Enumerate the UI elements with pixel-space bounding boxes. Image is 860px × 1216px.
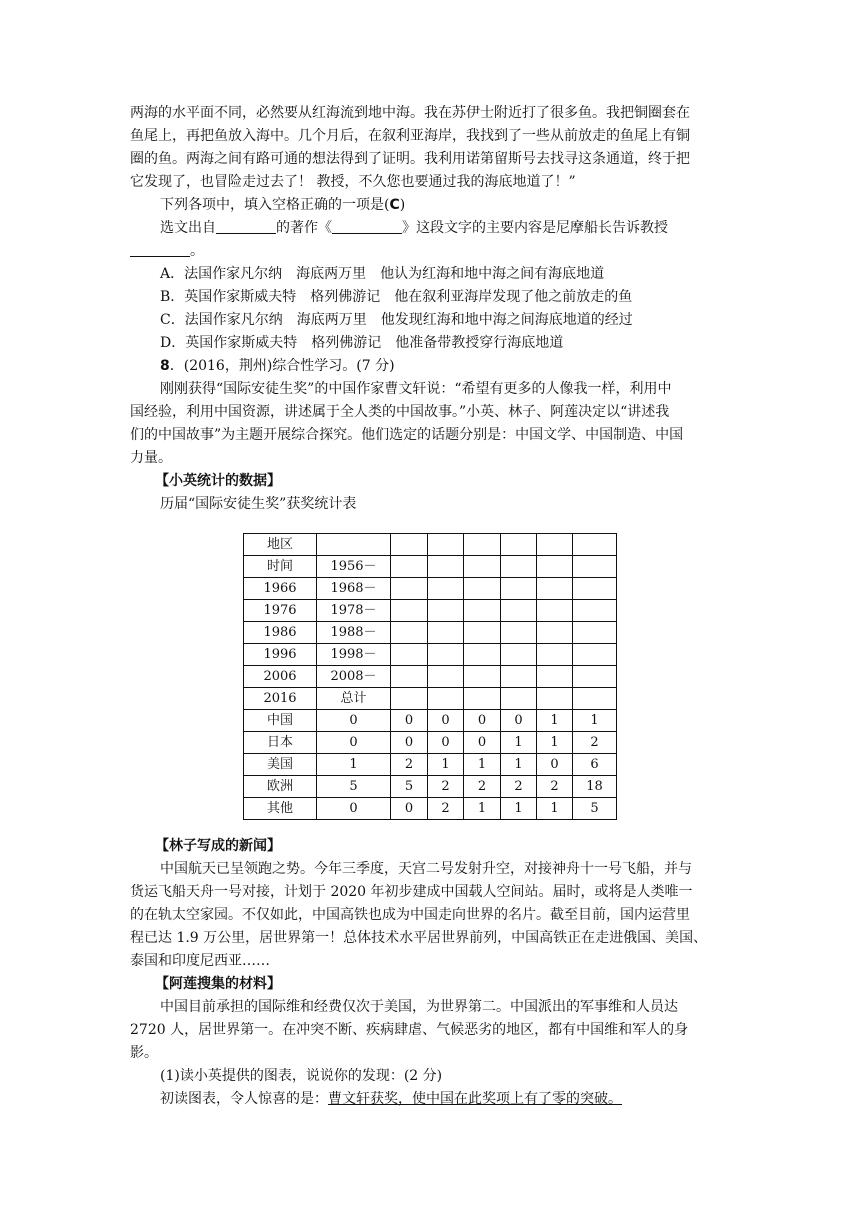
table-empty-cell xyxy=(537,578,573,600)
table-value-cell: 1 xyxy=(501,798,537,820)
table-empty-cell xyxy=(464,556,501,578)
table-row xyxy=(244,600,617,622)
table-empty-cell xyxy=(464,622,501,644)
table-empty-cell xyxy=(464,688,501,710)
table-period-cell: 2006 xyxy=(244,666,317,688)
news-line: 程已达 1.9 万公里，居世界第一！总体技术水平居世界前列，中国高铁正在走进俄国、美国、 xyxy=(130,930,708,946)
q7-answer: C xyxy=(389,197,400,213)
table-value-cell: 1 xyxy=(428,754,464,776)
table-row xyxy=(244,666,617,688)
q7-option-a: A．法国作家凡尔纳 海底两万里 他认为红海和地中海之间有海底地道 xyxy=(160,266,605,282)
table-empty-cell xyxy=(501,600,537,622)
table-row xyxy=(244,798,617,820)
table-value-cell: 0 xyxy=(428,732,464,754)
q7-stem: 下列各项中，填入空格正确的一项是(C) xyxy=(160,197,406,213)
table-row xyxy=(244,644,617,666)
table-value-cell: 1 xyxy=(464,754,501,776)
table-empty-cell xyxy=(464,534,501,556)
table-value-cell: 1 xyxy=(537,798,573,820)
table-region-cell: 欧洲 xyxy=(244,776,317,798)
passage-line: 两海的水平面不同，必然要从红海流到地中海。我在苏伊士附近打了很多鱼。我把铜圈套在 xyxy=(130,105,690,121)
table-empty-cell xyxy=(573,534,617,556)
table-value-cell: 5 xyxy=(317,776,391,798)
table-row xyxy=(244,732,617,754)
table-period-cell: 1998－ xyxy=(317,644,391,666)
table-value-cell: 18 xyxy=(573,776,617,798)
alian-section-title: 【阿莲搜集的材料】 xyxy=(155,976,281,992)
table-value-cell: 5 xyxy=(391,776,428,798)
table-value-cell: 0 xyxy=(391,710,428,732)
table-empty-cell xyxy=(573,666,617,688)
table-value-cell: 1 xyxy=(501,754,537,776)
table-empty-cell xyxy=(464,666,501,688)
blank-line xyxy=(216,219,276,234)
table-row xyxy=(244,776,617,798)
sub-question-1-answer: 初读图表，令人惊喜的是：曹文轩获奖，使中国在此奖项上有了零的突破。 xyxy=(160,1091,622,1107)
table-empty-cell xyxy=(428,644,464,666)
table-period-cell: 1996 xyxy=(244,644,317,666)
table-period-cell: 1968－ xyxy=(317,578,391,600)
table-caption: 历届“国际安徒生奖”获奖统计表 xyxy=(160,496,357,512)
passage-line: 它发现了，也冒险走过去了！ 教授，不久您也要通过我的海底地道了！” xyxy=(130,174,576,190)
table-period-cell: 2008－ xyxy=(317,666,391,688)
table-period-cell: 1956－ xyxy=(317,556,391,578)
table-header-cell: 地区 xyxy=(244,534,317,556)
table-row xyxy=(244,710,617,732)
material-line: 中国目前承担的国际维和经费仅次于美国，为世界第二。中国派出的军事维和人员达 xyxy=(160,999,678,1015)
table-value-cell: 0 xyxy=(537,754,573,776)
table-value-cell: 1 xyxy=(537,732,573,754)
table-value-cell: 6 xyxy=(573,754,617,776)
passage-line: 鱼尾上，再把鱼放入海中。几个月后，在叙利亚海岸，我找到了一些从前放走的鱼尾上有铜 xyxy=(130,128,690,144)
xiaoying-section-title: 【小英统计的数据】 xyxy=(155,473,281,489)
table-empty-cell xyxy=(573,578,617,600)
table-value-cell: 1 xyxy=(537,710,573,732)
table-value-cell: 0 xyxy=(391,732,428,754)
table-empty-cell xyxy=(501,666,537,688)
table-empty-cell xyxy=(391,666,428,688)
table-period-cell: 2016 xyxy=(244,688,317,710)
table-period-cell: 1966 xyxy=(244,578,317,600)
blank-line xyxy=(332,219,402,234)
q8-paragraph-line: 国经验，利用中国资源，讲述属于全人类的中国故事。”小英、林子、阿莲决定以“讲述我 xyxy=(130,404,670,420)
table-empty-cell xyxy=(391,622,428,644)
q7-option-d: D．英国作家斯威夫特 格列佛游记 他准备带教授穿行海底地道 xyxy=(160,335,564,351)
table-value-cell: 2 xyxy=(537,776,573,798)
table-region-cell: 日本 xyxy=(244,732,317,754)
table-value-cell: 5 xyxy=(573,798,617,820)
table-empty-cell xyxy=(391,534,428,556)
table-empty-cell xyxy=(428,600,464,622)
table-value-cell: 2 xyxy=(428,798,464,820)
linzi-section-title: 【林子写成的新闻】 xyxy=(155,838,281,854)
table-region-cell: 其他 xyxy=(244,798,317,820)
table-row xyxy=(244,556,617,578)
table-empty-cell xyxy=(428,622,464,644)
award-statistics-table xyxy=(243,533,617,820)
table-empty-cell xyxy=(391,556,428,578)
table-empty-cell xyxy=(428,534,464,556)
table-row xyxy=(244,688,617,710)
q8-paragraph-line: 力量。 xyxy=(130,450,172,466)
table-value-cell: 0 xyxy=(464,710,501,732)
table-empty-cell xyxy=(501,534,537,556)
table-empty-cell xyxy=(501,578,537,600)
news-line: 中国航天已呈领跑之势。今年三季度，天宫二号发射升空，对接神舟十一号飞船，并与 xyxy=(160,861,692,877)
q7-option-c: C．法国作家凡尔纳 海底两万里 他发现红海和地中海之间海底地道的经过 xyxy=(160,312,633,328)
news-line: 的在轨太空家园。不仅如此，中国高铁也成为中国走向世界的名片。截至目前，国内运营里 xyxy=(130,907,690,923)
table-value-cell: 0 xyxy=(464,732,501,754)
material-line: 2720 人，居世界第一。在冲突不断、疾病肆虐、气候恶劣的地区，都有中国维和军人的身 xyxy=(130,1022,689,1038)
table-empty-cell xyxy=(537,600,573,622)
table-region-cell: 中国 xyxy=(244,710,317,732)
table-period-cell: 时间 xyxy=(244,556,317,578)
news-line: 货运飞船天舟一号对接，计划于 2020 年初步建成中国载人空间站。届时，或将是人类唯一 xyxy=(130,884,693,900)
table-empty-cell xyxy=(537,622,573,644)
table-empty-cell xyxy=(573,622,617,644)
table-empty-cell xyxy=(428,578,464,600)
table-period-cell: 1988－ xyxy=(317,622,391,644)
q8-paragraph-line: 刚刚获得“国际安徒生奖”的中国作家曹文轩说：“希望有更多的人像我一样，利用中 xyxy=(160,381,672,397)
table-empty-cell xyxy=(391,644,428,666)
table-value-cell: 2 xyxy=(464,776,501,798)
table-period-cell: 总计 xyxy=(317,688,391,710)
news-line: 泰国和印度尼西亚…… xyxy=(130,953,270,969)
q7-fill-end: 。 xyxy=(130,240,730,263)
table-empty-cell xyxy=(537,644,573,666)
table-empty-cell xyxy=(464,644,501,666)
table-empty-cell xyxy=(391,600,428,622)
table-empty-cell xyxy=(464,600,501,622)
table-value-cell: 2 xyxy=(428,776,464,798)
table-value-cell: 1 xyxy=(317,754,391,776)
table-row xyxy=(244,534,617,556)
table-empty-cell xyxy=(428,688,464,710)
table-value-cell: 0 xyxy=(501,710,537,732)
passage-line: 圈的鱼。两海之间有路可通的想法得到了证明。我利用诺第留斯号去找寻这条通道，终于把 xyxy=(130,151,690,167)
table-value-cell: 0 xyxy=(317,710,391,732)
table-value-cell: 0 xyxy=(428,710,464,732)
table-period-cell: 1986 xyxy=(244,622,317,644)
table-period-cell: 1976 xyxy=(244,600,317,622)
table-empty-cell xyxy=(501,556,537,578)
table-value-cell: 0 xyxy=(391,798,428,820)
underlined-answer: 曹文轩获奖，使中国在此奖项上有了零的突破。 xyxy=(328,1091,622,1107)
q7-fill-sentence: 选文出自 的著作《 》这段文字的主要内容是尼摩船长告诉教授 xyxy=(160,220,668,236)
table-empty-cell xyxy=(428,556,464,578)
blank-line xyxy=(130,242,190,257)
table-value-cell: 0 xyxy=(317,732,391,754)
table-empty-cell xyxy=(501,688,537,710)
q8-header: 8．(2016，荆州)综合性学习。(7 分) xyxy=(160,358,395,374)
table-region-cell: 美国 xyxy=(244,754,317,776)
sub-question-1: (1)读小英提供的图表，说说你的发现：(2 分) xyxy=(160,1068,443,1084)
table-value-cell: 2 xyxy=(573,732,617,754)
table-period-cell: 1978－ xyxy=(317,600,391,622)
q8-paragraph-line: 们的中国故事”为主题开展综合探究。他们选定的话题分别是：中国文学、中国制造、中国 xyxy=(130,427,684,443)
table-value-cell: 1 xyxy=(573,710,617,732)
table-empty-cell xyxy=(573,556,617,578)
table-empty-cell xyxy=(501,644,537,666)
table-value-cell: 1 xyxy=(501,732,537,754)
table-empty-cell xyxy=(573,688,617,710)
table-row xyxy=(244,622,617,644)
table-empty-cell xyxy=(537,666,573,688)
table-value-cell: 0 xyxy=(317,798,391,820)
table-empty-cell xyxy=(428,666,464,688)
table-value-cell: 2 xyxy=(391,754,428,776)
table-empty-cell xyxy=(391,578,428,600)
table-value-cell: 2 xyxy=(501,776,537,798)
table-empty-cell xyxy=(317,534,391,556)
table-empty-cell xyxy=(537,688,573,710)
q7-option-b: B．英国作家斯威夫特 格列佛游记 他在叙利亚海岸发现了他之前放走的鱼 xyxy=(160,289,633,305)
table-row xyxy=(244,754,617,776)
table-empty-cell xyxy=(537,556,573,578)
table-empty-cell xyxy=(537,534,573,556)
table-empty-cell xyxy=(573,644,617,666)
table-row xyxy=(244,578,617,600)
table-empty-cell xyxy=(391,688,428,710)
table-empty-cell xyxy=(464,578,501,600)
material-line: 影。 xyxy=(130,1045,158,1061)
table-empty-cell xyxy=(501,622,537,644)
table-empty-cell xyxy=(573,600,617,622)
table-value-cell: 1 xyxy=(464,798,501,820)
